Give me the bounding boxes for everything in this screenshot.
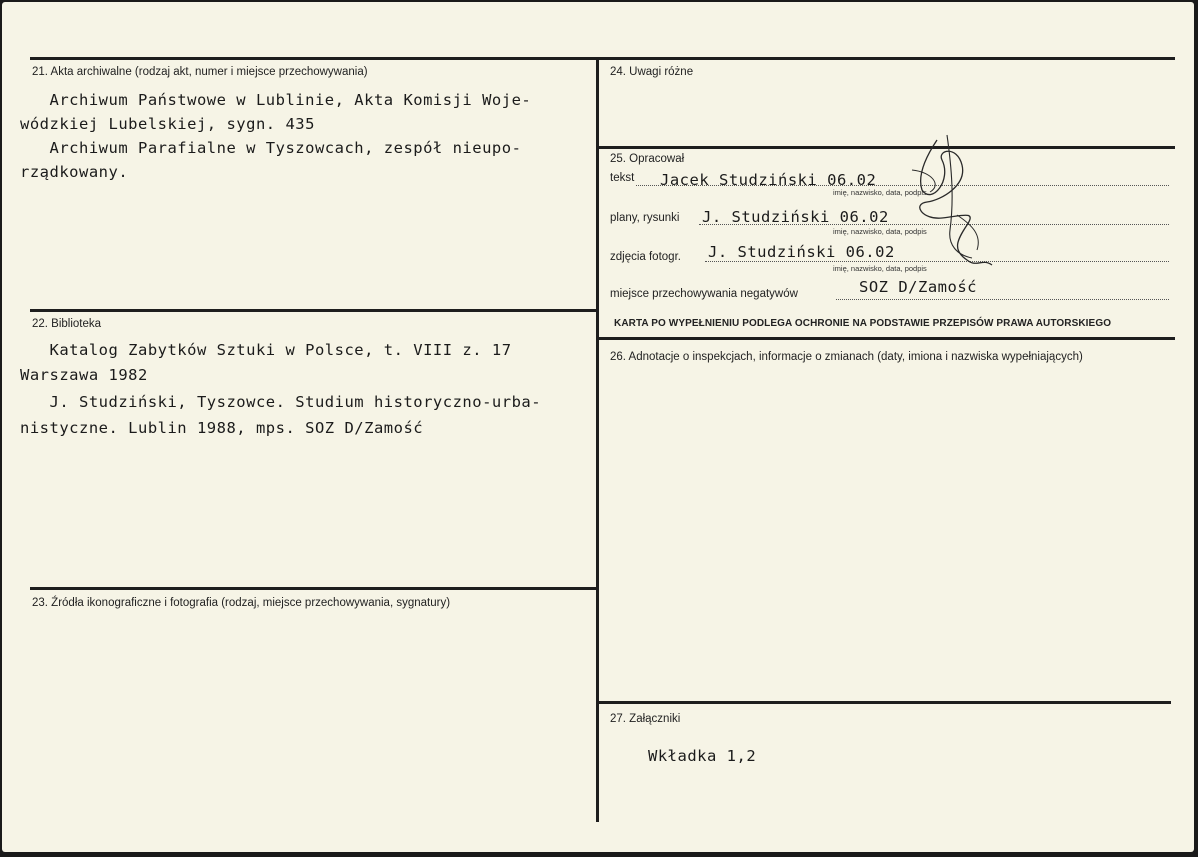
section-22-line-3: J. Studziński, Tyszowce. Studium historyczno-urba- xyxy=(20,393,542,411)
section-22-line-1: Katalog Zabytków Sztuki w Polsce, t. VIII z. 17 xyxy=(20,341,512,359)
negatywy-value: SOZ D/Zamość xyxy=(859,278,977,296)
section-21-line-3: Archiwum Parafialne w Tyszowcach, zespół nieupo- xyxy=(20,139,522,157)
section-24-label: 24. Uwagi różne xyxy=(610,66,694,78)
plany-label: plany, rysunki xyxy=(610,212,680,224)
rule-21-22 xyxy=(30,309,598,312)
section-22-line-2: Warszawa 1982 xyxy=(20,366,148,384)
rule-22-23 xyxy=(30,587,598,590)
tekst-value: Jacek Studziński 06.02 xyxy=(660,171,877,189)
rule-26-27 xyxy=(598,701,1171,704)
tekst-caption: imię, nazwisko, data, podpis xyxy=(833,188,927,197)
section-27-label: 27. Załączniki xyxy=(610,713,681,725)
section-22-label: 22. Biblioteka xyxy=(32,318,102,330)
record-card xyxy=(2,2,1194,852)
section-26-label: 26. Adnotacje o inspekcjach, informacje o zmianach (daty, imiona i nazwiska wypełniających) xyxy=(610,351,1083,363)
section-23-label: 23. Źródła ikonograficzne i fotografia (rodzaj, miejsce przechowywania, sygnatury) xyxy=(32,597,451,609)
section-21-label: 21. Akta archiwalne (rodzaj akt, numer i miejsce przechowywania) xyxy=(32,66,368,78)
rule-25-26 xyxy=(598,337,1175,340)
tekst-label: tekst xyxy=(610,172,635,184)
negatywy-label: miejsce przechowywania negatywów xyxy=(610,288,798,300)
zdjecia-value: J. Studziński 06.02 xyxy=(708,243,895,261)
top-rule xyxy=(30,57,1175,60)
zdjecia-caption: imię, nazwisko, data, podpis xyxy=(833,264,927,273)
plany-value: J. Studziński 06.02 xyxy=(702,208,889,226)
negatywy-dotted-line xyxy=(836,299,1169,300)
section-25-label: 25. Opracował xyxy=(610,153,685,165)
section-21-line-2: wódzkiej Lubelskiej, sygn. 435 xyxy=(20,115,315,133)
plany-caption: imię, nazwisko, data, podpis xyxy=(833,227,927,236)
section-22-line-4: nistyczne. Lublin 1988, mps. SOZ D/Zamość xyxy=(20,419,424,437)
copyright-notice: KARTA PO WYPEŁNIENIU PODLEGA OCHRONIE NA PODSTAWIE PRZEPISÓW PRAWA AUTORSKIEGO xyxy=(614,318,1112,329)
zdjecia-label: zdjęcia fotogr. xyxy=(610,251,681,263)
section-21-line-4: rządkowany. xyxy=(20,163,129,181)
signature-scribble xyxy=(882,130,1012,280)
section-27-value: Wkładka 1,2 xyxy=(648,747,757,765)
center-divider xyxy=(596,57,599,822)
section-21-line-1: Archiwum Państwowe w Lublinie, Akta Komisji Woje- xyxy=(20,91,532,109)
